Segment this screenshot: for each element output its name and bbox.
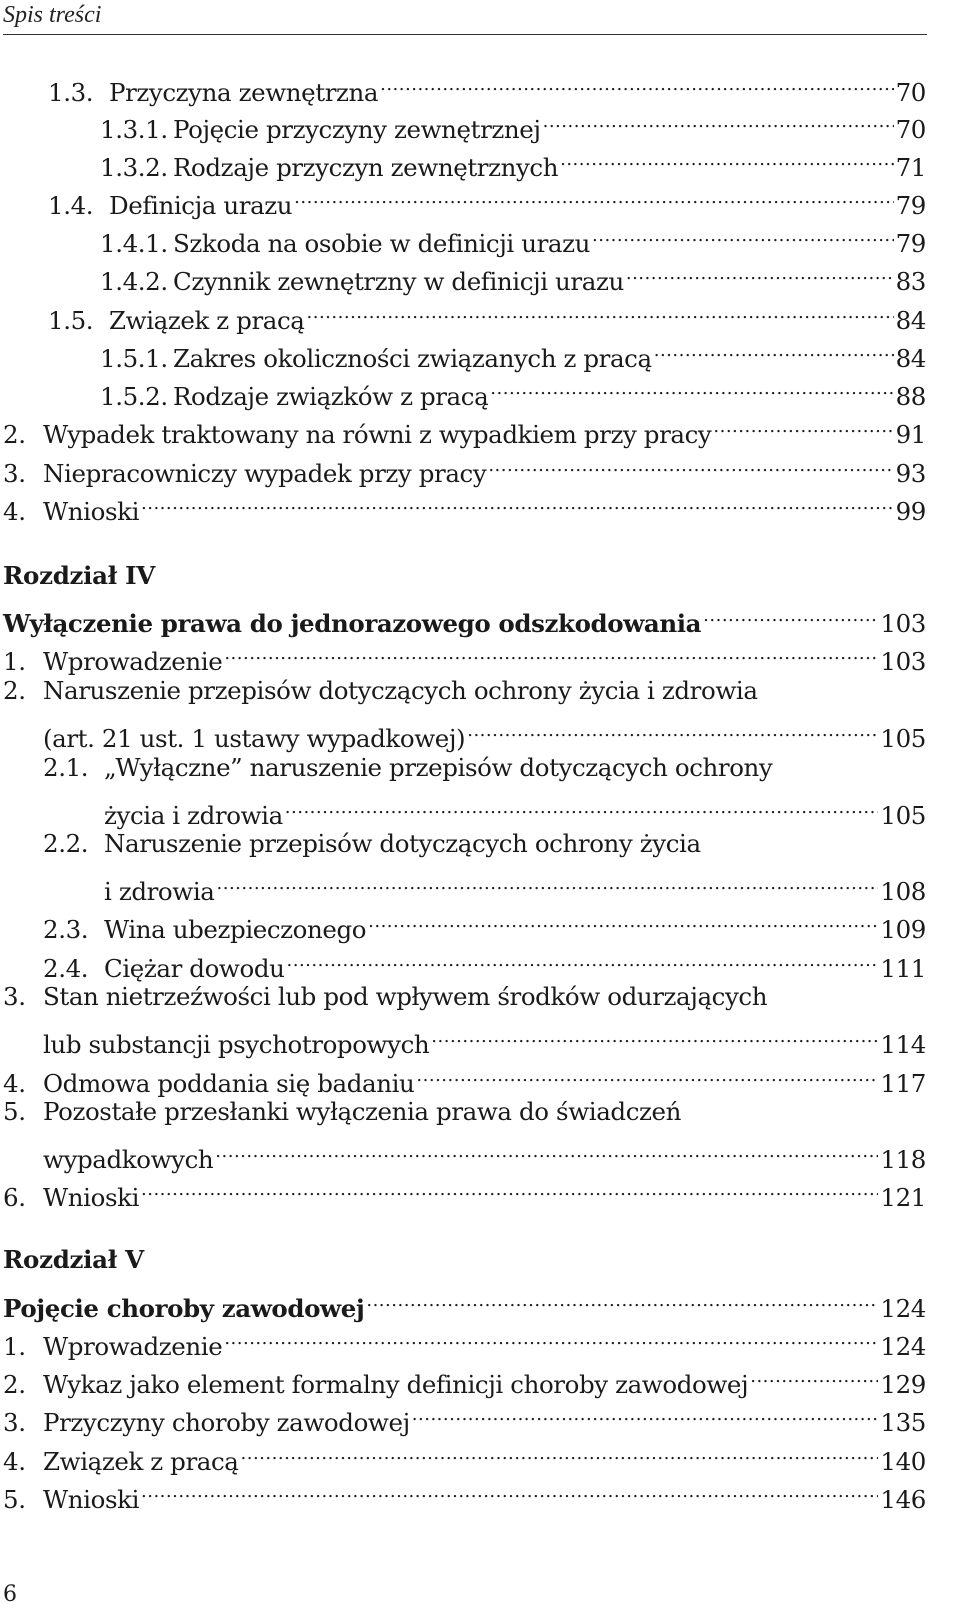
toc-entry-page: 83 bbox=[895, 267, 926, 296]
toc-entry[interactable] bbox=[43, 1016, 926, 1059]
toc-entry-line[interactable] bbox=[43, 825, 701, 862]
toc-entry[interactable] bbox=[48, 292, 926, 335]
toc-entry-line[interactable] bbox=[3, 978, 767, 1015]
toc-entry-page: 79 bbox=[895, 229, 926, 258]
toc-entry-title: Szkoda na osobie w definicji urazu bbox=[173, 229, 591, 258]
toc-entry[interactable] bbox=[3, 1433, 926, 1476]
toc-entry[interactable] bbox=[3, 483, 926, 526]
toc-entry-number: 2.1. bbox=[43, 753, 89, 782]
toc-entry[interactable] bbox=[43, 901, 926, 944]
chapter-title-entry[interactable] bbox=[3, 1280, 926, 1323]
toc-entry-title: Wykaz jako element formalny definicji choroby zawodowej bbox=[43, 1370, 749, 1399]
toc-entry-title: Rodzaje przyczyn zewnętrznych bbox=[173, 153, 559, 182]
toc-entry-page: 103 bbox=[880, 647, 926, 676]
dot-leader bbox=[217, 863, 879, 900]
dot-leader bbox=[366, 1280, 878, 1317]
dot-leader bbox=[654, 330, 894, 367]
toc-entry[interactable] bbox=[104, 787, 926, 830]
toc-entry-title: Pojęcie przyczyny zewnętrznej bbox=[173, 115, 541, 144]
toc-entry-page: 111 bbox=[880, 954, 926, 983]
toc-entry[interactable] bbox=[3, 1356, 926, 1399]
toc-entry-title: i zdrowia bbox=[104, 877, 215, 906]
dot-leader bbox=[543, 101, 894, 138]
toc-entry[interactable] bbox=[43, 710, 926, 753]
toc-entry-title: lub substancji psychotropowych bbox=[43, 1030, 430, 1059]
dot-leader bbox=[224, 633, 878, 670]
toc-entry-page: 105 bbox=[880, 801, 926, 830]
dot-leader bbox=[703, 595, 878, 632]
toc-entry-number: 4. bbox=[3, 1069, 26, 1098]
running-head: Spis treści bbox=[3, 2, 102, 28]
toc-entry-title-line1: Pozostałe przesłanki wyłączenia prawa do świadczeń bbox=[43, 1097, 681, 1126]
toc-entry-number: 1.5. bbox=[48, 306, 94, 335]
dot-leader bbox=[241, 1433, 879, 1470]
page-number: 6 bbox=[3, 1582, 17, 1607]
toc-entry-page: 91 bbox=[895, 420, 926, 449]
toc-entry-page: 118 bbox=[880, 1145, 926, 1174]
toc-entry-page: 108 bbox=[880, 877, 926, 906]
dot-leader bbox=[626, 253, 894, 290]
toc-entry-number: 2.4. bbox=[43, 954, 89, 983]
dot-leader bbox=[380, 64, 894, 101]
toc-entry-number: 2.2. bbox=[43, 829, 89, 858]
toc-entry-number: 1. bbox=[3, 647, 26, 676]
toc-entry-title-line1: Stan nietrzeźwości lub pod wpływem środków odurzających bbox=[43, 982, 768, 1011]
toc-entry-line[interactable] bbox=[3, 1093, 681, 1130]
toc-entry-page: 88 bbox=[895, 382, 926, 411]
toc-entry-title: Wypadek traktowany na równi z wypadkiem przy pracy bbox=[43, 420, 712, 449]
toc-entry-page: 84 bbox=[895, 306, 926, 335]
toc-entry-title: Wprowadzenie bbox=[43, 647, 223, 676]
toc-entry-title: wypadkowych bbox=[43, 1145, 214, 1174]
toc-entry-title: Związek z pracą bbox=[109, 306, 305, 335]
toc-entry-page: 146 bbox=[880, 1485, 926, 1514]
toc-entry-title: Związek z pracą bbox=[43, 1447, 239, 1476]
toc-entry-number: 1.4.1. bbox=[100, 229, 168, 258]
toc-entry-line[interactable] bbox=[3, 672, 758, 709]
dot-leader bbox=[750, 1356, 878, 1393]
toc-entry-title-line1: Naruszenie przepisów dotyczących ochrony życia bbox=[104, 829, 701, 858]
dot-leader bbox=[294, 177, 893, 214]
toc-entry-page: 124 bbox=[880, 1332, 926, 1361]
toc-entry-number: 3. bbox=[3, 982, 26, 1011]
dot-leader bbox=[412, 1394, 879, 1431]
toc-entry-page: 103 bbox=[880, 609, 926, 638]
toc-entry-title: Wnioski bbox=[43, 1485, 140, 1514]
toc-entry-number: 1.4. bbox=[48, 191, 94, 220]
toc-entry-page: 70 bbox=[895, 78, 926, 107]
dot-leader bbox=[467, 710, 878, 747]
toc-entry-title: Ciężar dowodu bbox=[104, 954, 285, 983]
toc-entry[interactable] bbox=[3, 1055, 926, 1098]
toc-entry-page: 93 bbox=[895, 459, 926, 488]
toc-entry-number: 3. bbox=[3, 459, 26, 488]
toc-entry[interactable] bbox=[100, 368, 926, 411]
toc-entry-number: 2. bbox=[3, 1370, 26, 1399]
toc-entry-page: 140 bbox=[880, 1447, 926, 1476]
toc-entry-title: Wina ubezpieczonego bbox=[104, 915, 367, 944]
toc-entry-title: Definicja urazu bbox=[109, 191, 293, 220]
dot-leader bbox=[592, 215, 894, 252]
toc-entry-number: 1.5.2. bbox=[100, 382, 168, 411]
chapter-title: Pojęcie choroby zawodowej bbox=[3, 1294, 365, 1323]
toc-entry-page: 71 bbox=[895, 153, 926, 182]
toc-entry-page: 109 bbox=[880, 915, 926, 944]
toc-entry-title: Zakres okoliczności związanych z pracą bbox=[173, 344, 652, 373]
dot-leader bbox=[224, 1318, 878, 1355]
toc-entry-title: Wprowadzenie bbox=[43, 1332, 223, 1361]
toc-entry-number: 1.3.1. bbox=[100, 115, 168, 144]
toc-entry-title: Wnioski bbox=[43, 497, 140, 526]
toc-entry[interactable] bbox=[3, 445, 926, 488]
toc-entry-number: 4. bbox=[3, 1447, 26, 1476]
toc-entry[interactable] bbox=[3, 1169, 926, 1212]
toc-entry[interactable] bbox=[100, 101, 926, 144]
toc-entry-page: 70 bbox=[895, 115, 926, 144]
toc-entry[interactable] bbox=[3, 1318, 926, 1361]
toc-entry-page: 84 bbox=[895, 344, 926, 373]
chapter-label: Rozdział IV bbox=[3, 561, 155, 590]
dot-leader bbox=[713, 406, 893, 443]
dot-leader bbox=[287, 940, 879, 977]
dot-leader bbox=[560, 139, 894, 176]
toc-entry[interactable] bbox=[43, 940, 926, 983]
toc-entry-title: Czynnik zewnętrzny w definicji urazu bbox=[173, 267, 624, 296]
toc-entry[interactable] bbox=[100, 330, 926, 373]
toc-entry-number: 1.5.1. bbox=[100, 344, 168, 373]
dot-leader bbox=[416, 1055, 878, 1092]
toc-entry-title: Odmowa poddania się badaniu bbox=[43, 1069, 415, 1098]
toc-entry-number: 1.4.2. bbox=[100, 267, 168, 296]
toc-entry-number: 1.3. bbox=[48, 78, 94, 107]
dot-leader bbox=[490, 368, 893, 405]
toc-entry-page: 79 bbox=[895, 191, 926, 220]
dot-leader bbox=[285, 787, 879, 824]
toc-entry-page: 117 bbox=[880, 1069, 926, 1098]
toc-entry-page: 121 bbox=[880, 1183, 926, 1212]
toc-entry-page: 105 bbox=[880, 724, 926, 753]
toc-entry-number: 2. bbox=[3, 420, 26, 449]
toc-entry-title: Przyczyna zewnętrzna bbox=[109, 78, 379, 107]
toc-entry-title: Wnioski bbox=[43, 1183, 140, 1212]
toc-entry[interactable] bbox=[48, 177, 926, 220]
toc-entry[interactable] bbox=[3, 1394, 926, 1437]
toc-entry-title: Przyczyny choroby zawodowej bbox=[43, 1408, 410, 1437]
toc-entry[interactable] bbox=[48, 64, 926, 107]
dot-leader bbox=[431, 1016, 878, 1053]
toc-entry-page: 124 bbox=[880, 1294, 926, 1323]
toc-entry-title: (art. 21 ust. 1 ustawy wypadkowej) bbox=[43, 724, 466, 753]
dot-leader bbox=[141, 1471, 878, 1508]
toc-entry-page: 135 bbox=[880, 1408, 926, 1437]
toc-entry-title: Niepracowniczy wypadek przy pracy bbox=[43, 459, 487, 488]
dot-leader bbox=[488, 445, 893, 482]
toc-entry[interactable] bbox=[100, 139, 926, 182]
toc-entry-number: 2. bbox=[3, 676, 26, 705]
toc-entry[interactable] bbox=[100, 215, 926, 258]
toc-entry-number: 2.3. bbox=[43, 915, 89, 944]
toc-entry[interactable] bbox=[3, 1471, 926, 1514]
toc-entry-number: 5. bbox=[3, 1097, 26, 1126]
chapter-title-entry[interactable] bbox=[3, 595, 926, 638]
toc-entry-number: 3. bbox=[3, 1408, 26, 1437]
toc-entry-title: życia i zdrowia bbox=[104, 801, 283, 830]
toc-entry[interactable] bbox=[43, 1131, 926, 1174]
toc-entry-page: 114 bbox=[880, 1030, 926, 1059]
toc-entry-number: 1. bbox=[3, 1332, 26, 1361]
dot-leader bbox=[368, 901, 878, 938]
toc-entry-number: 5. bbox=[3, 1485, 26, 1514]
dot-leader bbox=[215, 1131, 878, 1168]
toc-entry[interactable] bbox=[100, 253, 926, 296]
toc-entry-line[interactable] bbox=[43, 749, 772, 786]
dot-leader bbox=[307, 292, 894, 329]
toc-entry[interactable] bbox=[3, 406, 926, 449]
toc-entry-number: 1.3.2. bbox=[100, 153, 168, 182]
chapter-title: Wyłączenie prawa do jednorazowego odszkodowania bbox=[3, 609, 702, 638]
toc-entry[interactable] bbox=[104, 863, 926, 906]
dot-leader bbox=[141, 483, 894, 520]
toc-entry-title-line1: Naruszenie przepisów dotyczących ochrony życia i zdrowia bbox=[43, 676, 758, 705]
toc-entry-number: 4. bbox=[3, 497, 26, 526]
toc-entry-title: Rodzaje związków z pracą bbox=[173, 382, 489, 411]
toc-entry-page: 99 bbox=[895, 497, 926, 526]
toc-entry-number: 6. bbox=[3, 1183, 26, 1212]
toc-entry-page: 129 bbox=[880, 1370, 926, 1399]
chapter-label: Rozdział V bbox=[3, 1245, 144, 1274]
toc-entry[interactable] bbox=[3, 633, 926, 676]
toc-entry-title-line1: „Wyłączne” naruszenie przepisów dotyczących ochrony bbox=[104, 753, 773, 782]
dot-leader bbox=[141, 1169, 878, 1206]
